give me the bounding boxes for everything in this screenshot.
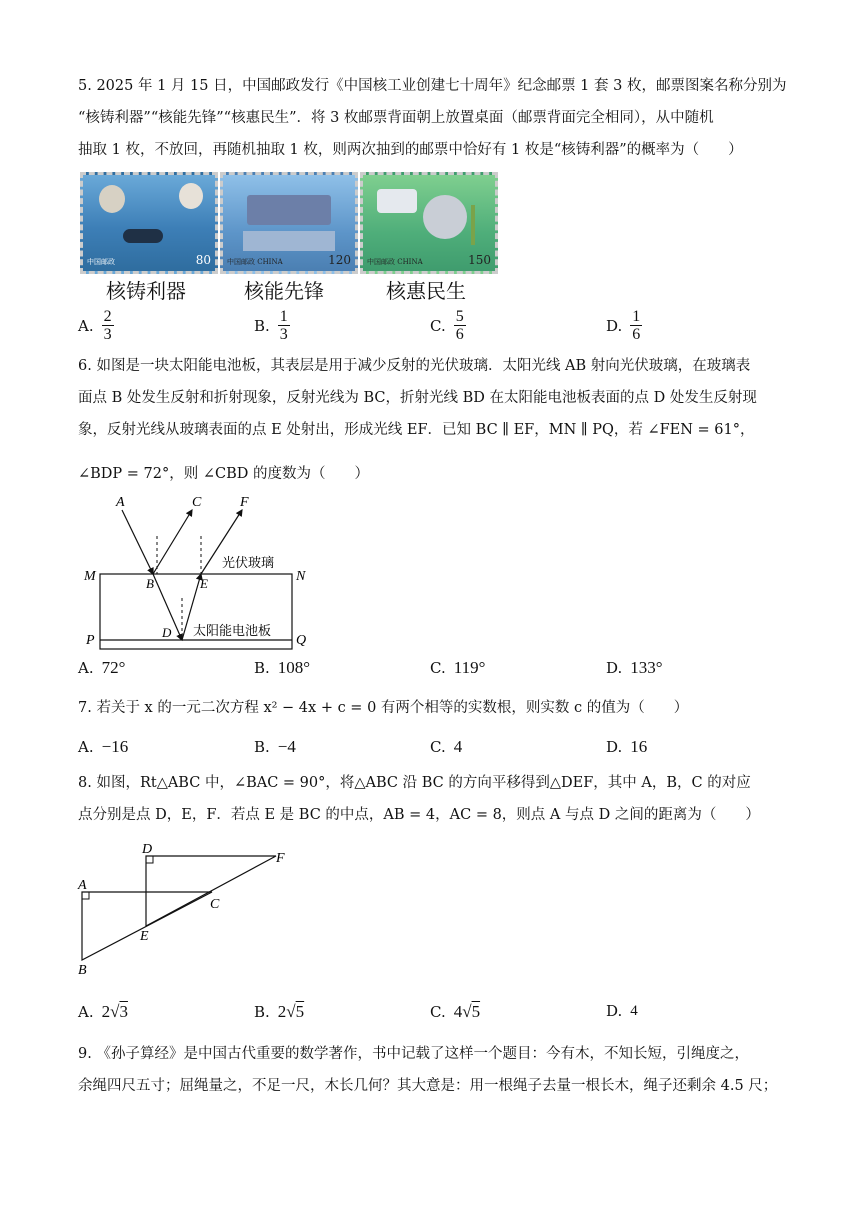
q5-text-line3: 抽取 1 枚，不放回，再随机抽取 1 枚，则两次抽到的邮票中恰好有 1 枚是“核铸利器”的概率为（ ） bbox=[78, 142, 743, 158]
q6-option-b[interactable] bbox=[254, 658, 310, 678]
label-b: B bbox=[146, 576, 154, 591]
option-value: 2√5 bbox=[277, 1002, 305, 1021]
option-letter: A. bbox=[78, 738, 94, 756]
q9-text-line2: 余绳四尺五寸；屈绳量之，不足一尺，木长几何？其大意是：用一根绳子去量一根长木，绳子还剩余 4.5 尺； bbox=[78, 1078, 778, 1094]
q8-text-line1: 8. 如图，Rt△ABC 中，∠BAC = 90°，将△ABC 沿 BC 的方向平移得到△DEF，其中 A，B，C 的对应 bbox=[78, 775, 751, 791]
option-letter: D. bbox=[606, 316, 623, 335]
stamp-denom: 80 bbox=[195, 253, 211, 267]
option-value: 4√5 bbox=[453, 1002, 481, 1021]
q6-text-line2: 面点 B 处发生反射和折射现象，反射光线为 BC，折射光线 BD 在太阳能电池板表面的点 D 处发生反射现 bbox=[78, 390, 757, 406]
q7-text-line1: 7. 若关于 x 的一元二次方程 x² − 4x + c = 0 有两个相等的实数根，则实数 c 的值为（ ） bbox=[78, 700, 689, 716]
q7-option-c[interactable] bbox=[430, 737, 462, 757]
option-value: 108° bbox=[277, 658, 311, 677]
stamp-image-2 bbox=[220, 172, 358, 274]
option-value: 4 bbox=[630, 1002, 638, 1019]
q8-figure bbox=[76, 836, 296, 976]
triangle-abc bbox=[82, 892, 212, 960]
label-f: F bbox=[240, 495, 249, 510]
q8-option-c[interactable] bbox=[430, 1002, 480, 1022]
fraction: $\frac{2}{3}$ bbox=[103, 308, 112, 343]
q5-text-line2: “核铸利器”“核能先锋”“核惠民生”．将 3 枚邮票背面朝上放置桌面（邮票背面完全相同），从中随机 bbox=[78, 110, 714, 126]
stamp-denom: 120 bbox=[328, 253, 351, 267]
right-angle-a bbox=[82, 892, 89, 899]
fraction: $\frac{5}{6}$ bbox=[455, 308, 464, 343]
option-value: 72° bbox=[101, 658, 126, 677]
q8-option-d[interactable] bbox=[606, 1002, 638, 1020]
q9-text-line1: 9. 《孙子算经》是中国古代重要的数学著作，书中记载了这样一个题目：今有木，不知长短，引绳度之， bbox=[78, 1046, 749, 1062]
option-letter: C. bbox=[430, 738, 446, 756]
q6-text-line4: ∠BDP = 72°，则 ∠CBD 的度数为（ ） bbox=[78, 466, 369, 482]
q6-option-c[interactable] bbox=[430, 658, 485, 678]
label-n: N bbox=[296, 569, 306, 584]
option-value: 119° bbox=[453, 658, 486, 677]
option-letter: A. bbox=[78, 1003, 94, 1021]
label-c: C bbox=[210, 897, 220, 912]
label-m: M bbox=[84, 569, 96, 584]
stamp-image-3 bbox=[360, 172, 498, 274]
stamp-brand: 中国邮政 CHINA bbox=[227, 258, 283, 266]
right-angle-d bbox=[146, 856, 153, 863]
stamp-denom: 150 bbox=[468, 253, 491, 267]
option-letter: C. bbox=[430, 659, 446, 677]
label-b: B bbox=[78, 963, 87, 976]
ray-ab bbox=[122, 510, 153, 574]
option-letter: A. bbox=[78, 316, 94, 335]
q5-option-d[interactable] bbox=[606, 308, 642, 343]
option-letter: B. bbox=[254, 316, 270, 335]
label-e: E bbox=[140, 929, 149, 944]
fraction: $\frac{1}{3}$ bbox=[279, 308, 288, 343]
label-d: D bbox=[162, 625, 172, 640]
q6-text-line3: 象，反射光线从玻璃表面的点 E 处射出，形成光线 EF．已知 BC ∥ EF，MN ∥ PQ，若 ∠FEN = 61°， bbox=[78, 422, 755, 438]
q5-option-b[interactable] bbox=[254, 308, 290, 343]
label-a: A bbox=[116, 495, 125, 510]
option-letter: D. bbox=[606, 659, 623, 677]
option-value: 4 bbox=[453, 737, 463, 756]
q6-figure bbox=[80, 492, 320, 652]
label-c: C bbox=[192, 495, 202, 510]
label-q: Q bbox=[296, 633, 307, 648]
option-value: −16 bbox=[101, 737, 129, 756]
option-value: 16 bbox=[630, 737, 648, 756]
option-letter: C. bbox=[430, 1003, 446, 1021]
label-a: A bbox=[78, 878, 87, 893]
q8-option-b[interactable] bbox=[254, 1002, 304, 1022]
stamp-label-2: 核能先锋 bbox=[244, 279, 324, 303]
q8-option-a[interactable] bbox=[78, 1002, 128, 1022]
option-value: 2√3 bbox=[101, 1002, 128, 1021]
fraction: $\frac{1}{6}$ bbox=[632, 308, 641, 343]
stamp-brand: 中国邮政 CHINA bbox=[367, 258, 423, 266]
q6-option-d[interactable] bbox=[606, 658, 663, 678]
label-panel: 太阳能电池板 bbox=[193, 624, 272, 639]
option-value: 133° bbox=[630, 658, 663, 677]
label-glass: 光伏玻璃 bbox=[222, 556, 275, 571]
q5-option-a[interactable] bbox=[78, 308, 114, 343]
label-d: D bbox=[142, 842, 153, 857]
stamp-label-3: 核惠民生 bbox=[386, 279, 466, 303]
triangle-def bbox=[146, 856, 276, 926]
option-letter: B. bbox=[254, 1003, 270, 1021]
q7-option-b[interactable] bbox=[254, 737, 296, 757]
q6-text-line1: 6. 如图是一块太阳能电池板，其表层是用于减少反射的光伏玻璃．太阳光线 AB 射向光伏玻璃，在玻璃表 bbox=[78, 358, 751, 374]
stamp-brand: 中国邮政 bbox=[87, 258, 115, 266]
option-letter: B. bbox=[254, 738, 270, 756]
label-e: E bbox=[200, 576, 208, 591]
stamp-label-1: 核铸利器 bbox=[106, 279, 186, 303]
q8-text-line2: 点分别是点 D，E，F．若点 E 是 BC 的中点，AB = 4，AC = 8，则点 A 与点 D 之间的距离为（ ） bbox=[78, 807, 760, 823]
q6-option-a[interactable] bbox=[78, 658, 125, 678]
option-letter: D. bbox=[606, 738, 623, 756]
option-value: −4 bbox=[277, 737, 296, 756]
option-letter: C. bbox=[430, 316, 446, 335]
label-p: P bbox=[86, 633, 95, 648]
ray-bc bbox=[153, 510, 192, 574]
q7-option-d[interactable] bbox=[606, 737, 647, 757]
q5-option-c[interactable] bbox=[430, 308, 466, 343]
option-letter: D. bbox=[606, 1002, 623, 1020]
label-f: F bbox=[276, 851, 285, 866]
option-letter: A. bbox=[78, 659, 94, 677]
q5-text-line1: 5. 2025 年 1 月 15 日，中国邮政发行《中国核工业创建七十周年》纪念邮票 1 套 3 枚，邮票图案名称分别为 bbox=[78, 78, 787, 94]
q7-option-a[interactable] bbox=[78, 737, 128, 757]
stamp-image-1 bbox=[80, 172, 218, 274]
option-letter: B. bbox=[254, 659, 270, 677]
